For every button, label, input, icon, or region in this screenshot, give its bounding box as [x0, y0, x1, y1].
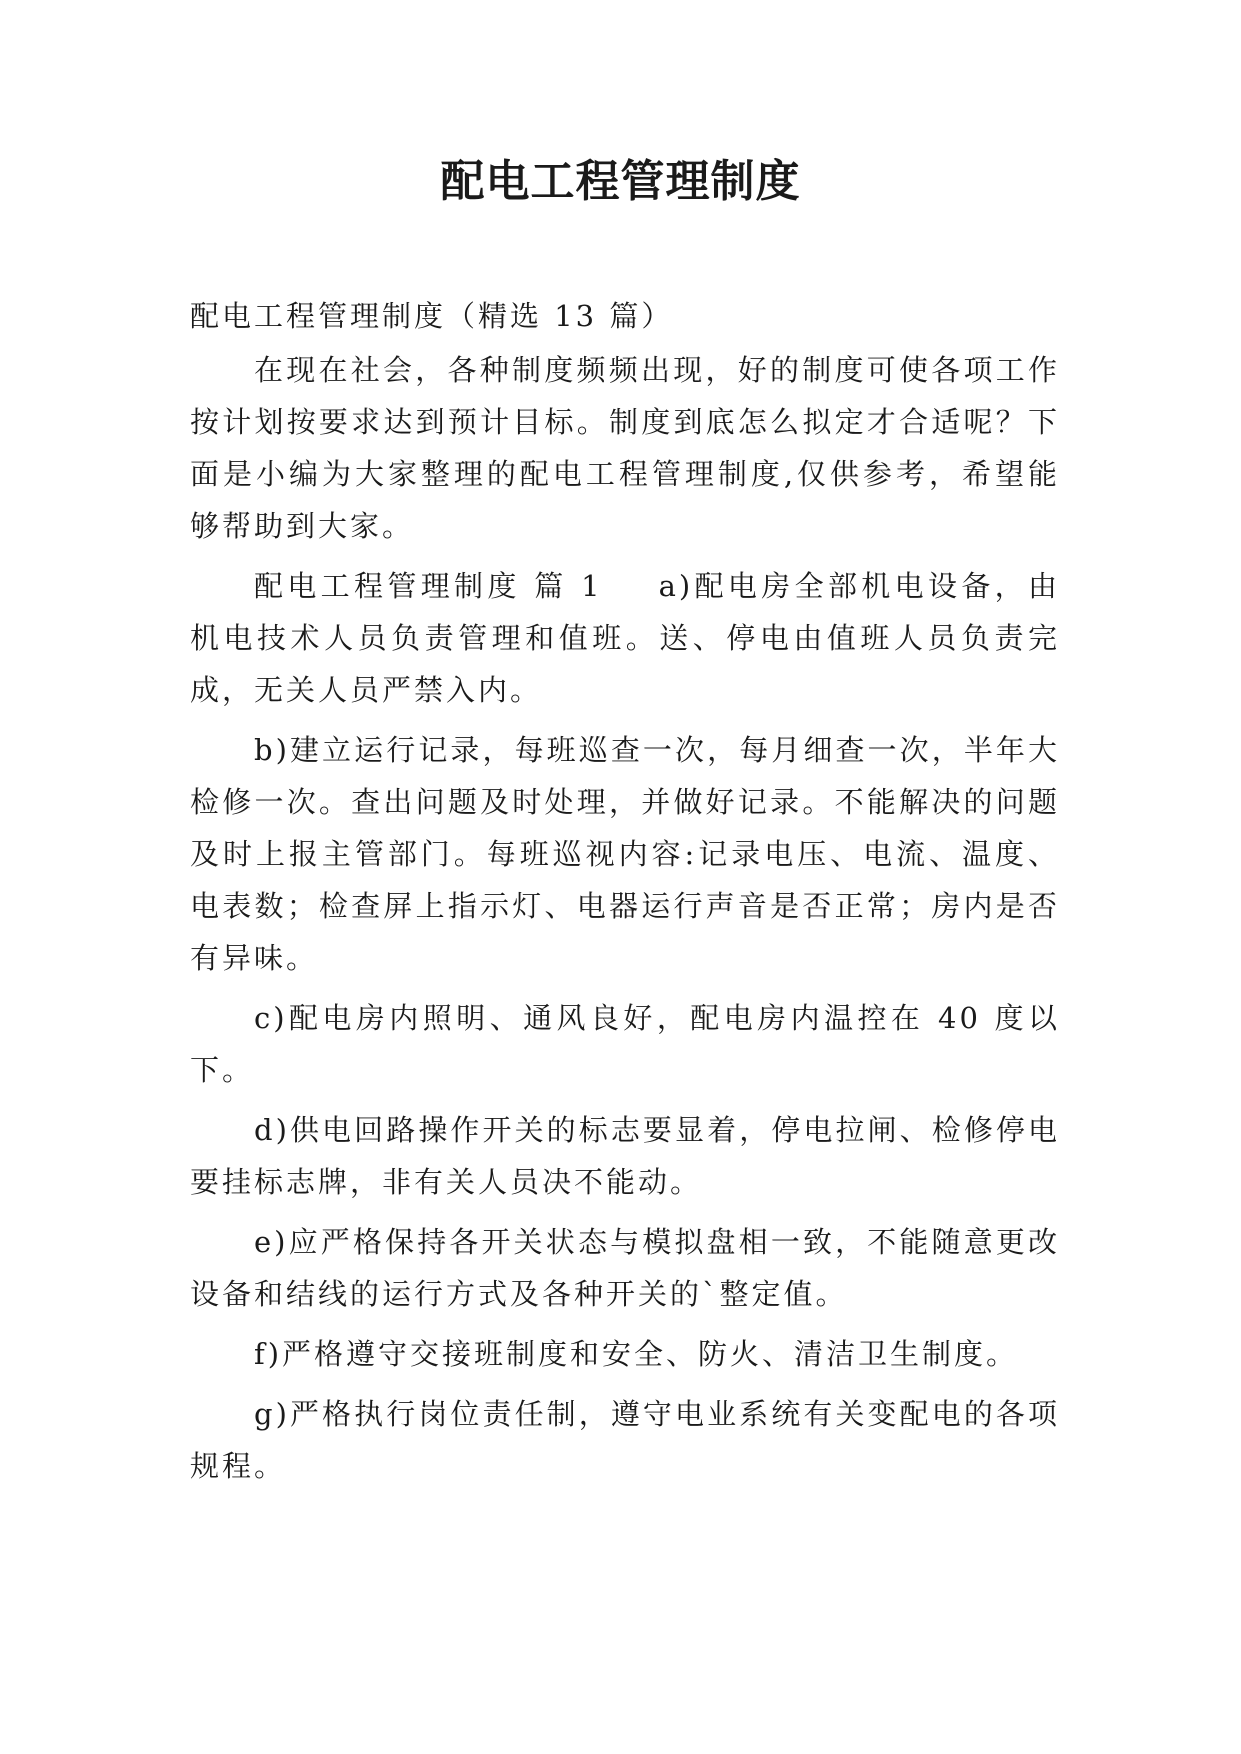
document-body [190, 290, 1060, 1500]
rule-item-g: g)严格执行岗位责任制，遵守电业系统有关变配电的各项规程。 [190, 1397, 1060, 1483]
document-title: 配电工程管理制度 [440, 156, 801, 207]
rule-item-c: c)配电房内照明、通风良好，配电房内温控在 40 度以下。 [190, 1001, 1060, 1087]
rule-item-f: f)严格遵守交接班制度和安全、防火、清洁卫生制度。 [254, 1337, 1019, 1371]
document-subtitle: 配电工程管理制度（精选 13 篇） [190, 299, 674, 333]
section-heading: 配电工程管理制度 篇 1 [254, 569, 603, 603]
intro-paragraph: 在现在社会，各种制度频频出现，好的制度可使各项工作按计划按要求达到预计目标。制度到底怎么拟定才合适呢？下面是小编为大家整理的配电工程管理制度,仅供参考，希望能够帮助到大家。 [190, 353, 1060, 543]
rule-item-a: a)配电房全部机电设备，由机电技术人员负责管理和值班。送、停电由值班人员负责完成，无关人员严禁入内。 [190, 569, 1060, 707]
rule-item-b: b)建立运行记录，每班巡查一次，每月细查一次，半年大检修一次。查出问题及时处理，并做好记录。不能解决的问题及时上报主管部门。每班巡视内容:记录电压、电流、温度、电表数；检查屏上指示灯、电器运行声音是否正常；房内是否有异味。 [190, 733, 1060, 975]
section-1-paragraph [190, 560, 1060, 716]
rule-item-e: e)应严格保持各开关状态与模拟盘相一致，不能随意更改设备和结线的运行方式及各种开关的`整定值。 [190, 1225, 1060, 1311]
rule-item-d: d)供电回路操作开关的标志要显着，停电拉闸、检修停电要挂标志牌，非有关人员决不能动。 [190, 1113, 1060, 1199]
